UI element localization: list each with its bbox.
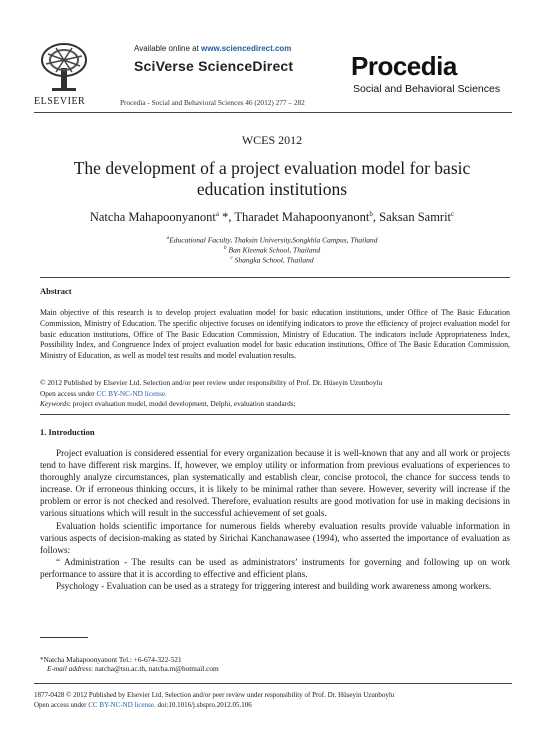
affiliation-text: Educational Faculty, Thaksin University,Songkhla Campus, Thailand [169, 235, 378, 245]
affiliation-mark: b [223, 245, 227, 251]
footnote-divider [40, 637, 88, 638]
journal-reference: Procedia - Social and Behavioral Sciences 46 (2012) 277 – 282 [120, 98, 305, 107]
license-link[interactable]: CC BY-NC-ND license. [88, 701, 156, 709]
abstract-top-divider [40, 277, 510, 278]
abstract-bottom-divider [40, 414, 510, 415]
affiliation [0, 235, 544, 245]
affiliation-mark: a [166, 235, 170, 241]
elsevier-tree-logo [38, 42, 90, 92]
paragraph: Project evaluation is considered essential for every organization because it is well-known that any and all work or projects tend to have different risk margins. If, however, we employ utility or information from previous evaluations of experiences to thoroughly analyze circumstances, plan systematically and establish clear, concise protocol, the chance for success tends to increase. Or if erroneous thinking occurs, it is likely to be minimal rather than severe. However, severity will increase if the problem or error is not checked and resolved. Therefore, evaluation results are good motivation for use in making decisions in various situations which will result in the successful achievement of set goals. [40, 448, 510, 519]
elsevier-logo-text: ELSEVIER [34, 96, 86, 107]
section-heading: 1. Introduction [40, 427, 95, 437]
procedia-title: Procedia [351, 51, 457, 81]
paragraph: Evaluation holds scientific importance for numerous fields whereby evaluation results provide valuable information in various aspects of decision-making as stated by Sirichai Kanchanawasee (1994), who asserted the importance of evaluation as follows: [40, 520, 510, 555]
affiliation [0, 245, 544, 255]
issn-line: 1877-0428 © 2012 Published by Elsevier Ltd. Selection and/or peer review under responsibility of Prof. Dr. Hüseyin Uzunboylu [34, 691, 395, 699]
author-name: Natcha Mahapoonyanont [89, 210, 216, 225]
author-affiliation-mark: c [451, 210, 455, 218]
copyright-line: © 2012 Published by Elsevier Ltd. Selection and/or peer review under responsibility of Prof. Dr. Hüseyin Uzunboylu [40, 378, 383, 387]
open-access-prefix: Open access under [34, 701, 89, 709]
author-list [0, 210, 544, 225]
author-name: Tharadet Mahapoonyanont [234, 210, 370, 225]
keywords-label: Keywords [40, 399, 69, 408]
abstract-heading: Abstract [40, 286, 72, 296]
affiliation-mark: c [230, 255, 233, 261]
affiliation-text: Ban Kleenak School, Thailand [226, 245, 321, 255]
availability-line [134, 44, 291, 53]
keywords-line [40, 399, 296, 408]
header-divider [34, 112, 512, 113]
open-access-line [40, 389, 167, 398]
procedia-subtitle: Social and Behavioral Sciences [353, 83, 501, 95]
email-label: E-mail address [47, 664, 92, 673]
author-name: Saksan Samrit [379, 210, 452, 225]
corresponding-author: *Natcha Mahapoonyanont Tel.: +6-674-322-521 [40, 655, 182, 664]
email-text: : natcha@tsu.ac.th, natcha.m@hotmail.com [91, 664, 219, 673]
sciencedirect-link[interactable]: www.sciencedirect.com [201, 44, 292, 53]
introduction-body [40, 447, 510, 592]
platform-name: SciVerse ScienceDirect [134, 58, 294, 74]
paper-title: The development of a project evaluation model for basic education institutions [73, 158, 471, 199]
open-access-prefix: Open access under [40, 389, 97, 398]
paragraph: Psychology - Evaluation can be used as a strategy for triggering interest and building work awareness among workers. [56, 581, 492, 592]
footer-open-access [34, 701, 252, 709]
abstract-text: Main objective of this research is to develop project evaluation model for basic education institutions, under Office of The Basic Education Commission, Ministry of Education. The specific objective focuses on identifying indicators to prove the efficiency of project evaluation model for basic education institutions, Office of The Basic Education Commission, Ministry of Education. The indicators include Appropriateness Index, Possibility Index, and Congruence Index of project evaluation model for basic education institutions, Office of The Basic Education Commission, Ministry of Education, as well as model test results and model evaluation results. [40, 308, 510, 361]
footer-divider [34, 683, 512, 684]
author-affiliation-mark: a [215, 210, 219, 218]
author-affiliation-mark: b [369, 210, 373, 218]
conference-name: WCES 2012 [241, 133, 303, 147]
author-separator: , [372, 210, 380, 225]
paragraph: “ Administration - The results can be used as administrators’ instruments for governing and following up on work performance to assure that it is according to effective and efficient plans. [40, 556, 510, 579]
affiliation-text: Shangka School, Thailand [232, 255, 314, 265]
doi-text: doi:10.1016/j.sbspro.2012.05.106 [155, 701, 252, 709]
available-prefix: Available online at [134, 44, 202, 53]
author-separator: *, [218, 210, 235, 225]
license-link[interactable]: CC BY-NC-ND license. [96, 389, 167, 398]
email-line [47, 664, 219, 673]
keywords-text: : project evaluation model, model development, Delphi, evaluation standards; [68, 399, 296, 408]
affiliation [0, 255, 544, 265]
